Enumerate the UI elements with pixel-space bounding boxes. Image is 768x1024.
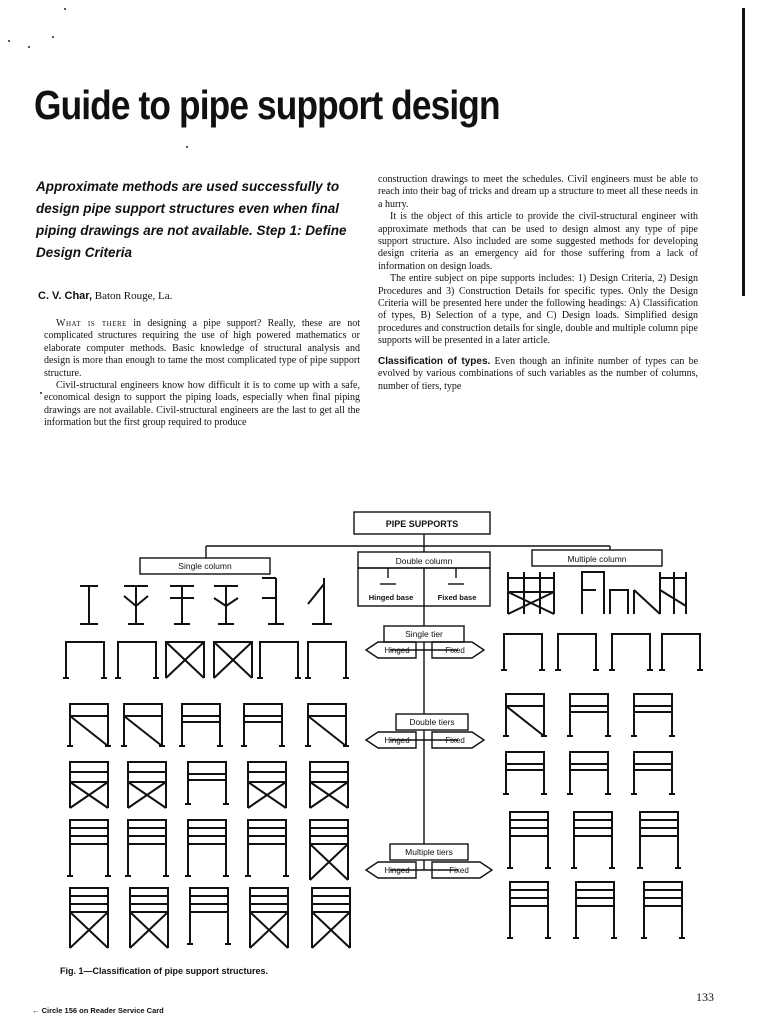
frame-sketches-right	[501, 572, 703, 938]
body-text: in designing a pipe support? Really, these are not complicated structures requiring the use of high powered mathematics or elaborate computer methods. Basic knowledge of structural analysis and design is more than enough to tame the most complicated type of pipe support structure.	[44, 318, 360, 379]
figure-classification-diagram	[50, 506, 710, 956]
body-paragraph: It is the object of this article to provide the civil-structural engineer with approximate methods that can be used to design almost any type of pipe support structure. Also included are some suggested methods for developing design criteria as an emergency aid for those suffering from a lack of information on design loads.	[378, 211, 698, 272]
node-single-column: Single column	[178, 561, 232, 571]
node-double-tiers: Double tiers	[409, 717, 455, 727]
body-column-2	[378, 174, 698, 393]
reader-service-text: Circle 156 on Reader Service Card	[41, 1006, 164, 1015]
branch-hinged-2: Hinged	[384, 736, 410, 745]
branch-fixed-2: Fixed	[445, 736, 465, 745]
body-paragraph: The entire subject on pipe supports includes: 1) Design Criteria, 2) Design Procedures and 3) Construction Details for specific types. Only the Design Criteria will be presented here under the following headings: A) Classification of types, B) Selection of a type, and C) Design loads. Simplified design procedures and construction details for single, double and multiple column pipe supports will be presented in a later article.	[378, 273, 698, 347]
node-multiple-tiers: Multiple tiers	[405, 847, 453, 857]
node-hinged-base: Hinged base	[368, 593, 414, 602]
body-paragraph	[44, 318, 360, 380]
branch-hinged-1: Hinged	[384, 646, 410, 655]
margin-rule	[742, 8, 745, 296]
node-fixed-base: Fixed base	[437, 593, 477, 602]
node-double-column: Double column	[395, 556, 453, 566]
branch-fixed-3: Fixed	[449, 866, 469, 875]
body-paragraph: construction drawings to meet the schedules. Civil engineers must be able to reach into their bag of tricks and dream up a structure to meet all these needs in a hurry.	[378, 174, 698, 210]
branch-fixed-1: Fixed	[445, 646, 465, 655]
body-text: Even though an infinite number of types can be evolved by various combinations of such variables as the number of columns, number of tiers, type	[378, 355, 699, 392]
body-column-1	[44, 318, 360, 430]
node-single-tier: Single tier	[405, 629, 443, 639]
byline-location: Baton Rouge, La.	[94, 290, 173, 302]
lead-in: What is there	[56, 318, 127, 329]
node-pipe-supports: PIPE SUPPORTS	[385, 519, 459, 529]
frame-sketches-left	[63, 642, 350, 948]
figure-caption: Fig. 1—Classification of pipe support structures.	[60, 966, 269, 976]
article-deck: Approximate methods are used successfully to design pipe support structures even when final piping drawings are not available. Step 1: Define Design Criteria	[36, 179, 347, 260]
body-paragraph: Civil-structural engineers know how difficult it is to come up with a safe, economical design to support the piping loads, especially when final piping drawings are not available. Civil-structural engineers are the last to get all the information but the first group required to produce	[44, 380, 360, 429]
body-paragraph	[378, 356, 698, 393]
byline	[38, 290, 358, 302]
byline-author: C. V. Char,	[38, 290, 93, 302]
branch-hinged-3: Hinged	[384, 866, 410, 875]
page-number: 133	[696, 990, 714, 1004]
article-title: Guide to pipe support design	[34, 82, 500, 128]
arrow-left-icon: ←	[32, 1006, 40, 1015]
node-multiple-column: Multiple column	[567, 554, 627, 564]
reader-service-note	[32, 1006, 164, 1015]
single-column-sketches	[80, 578, 332, 624]
section-runin-heading: Classification of types.	[378, 355, 491, 367]
